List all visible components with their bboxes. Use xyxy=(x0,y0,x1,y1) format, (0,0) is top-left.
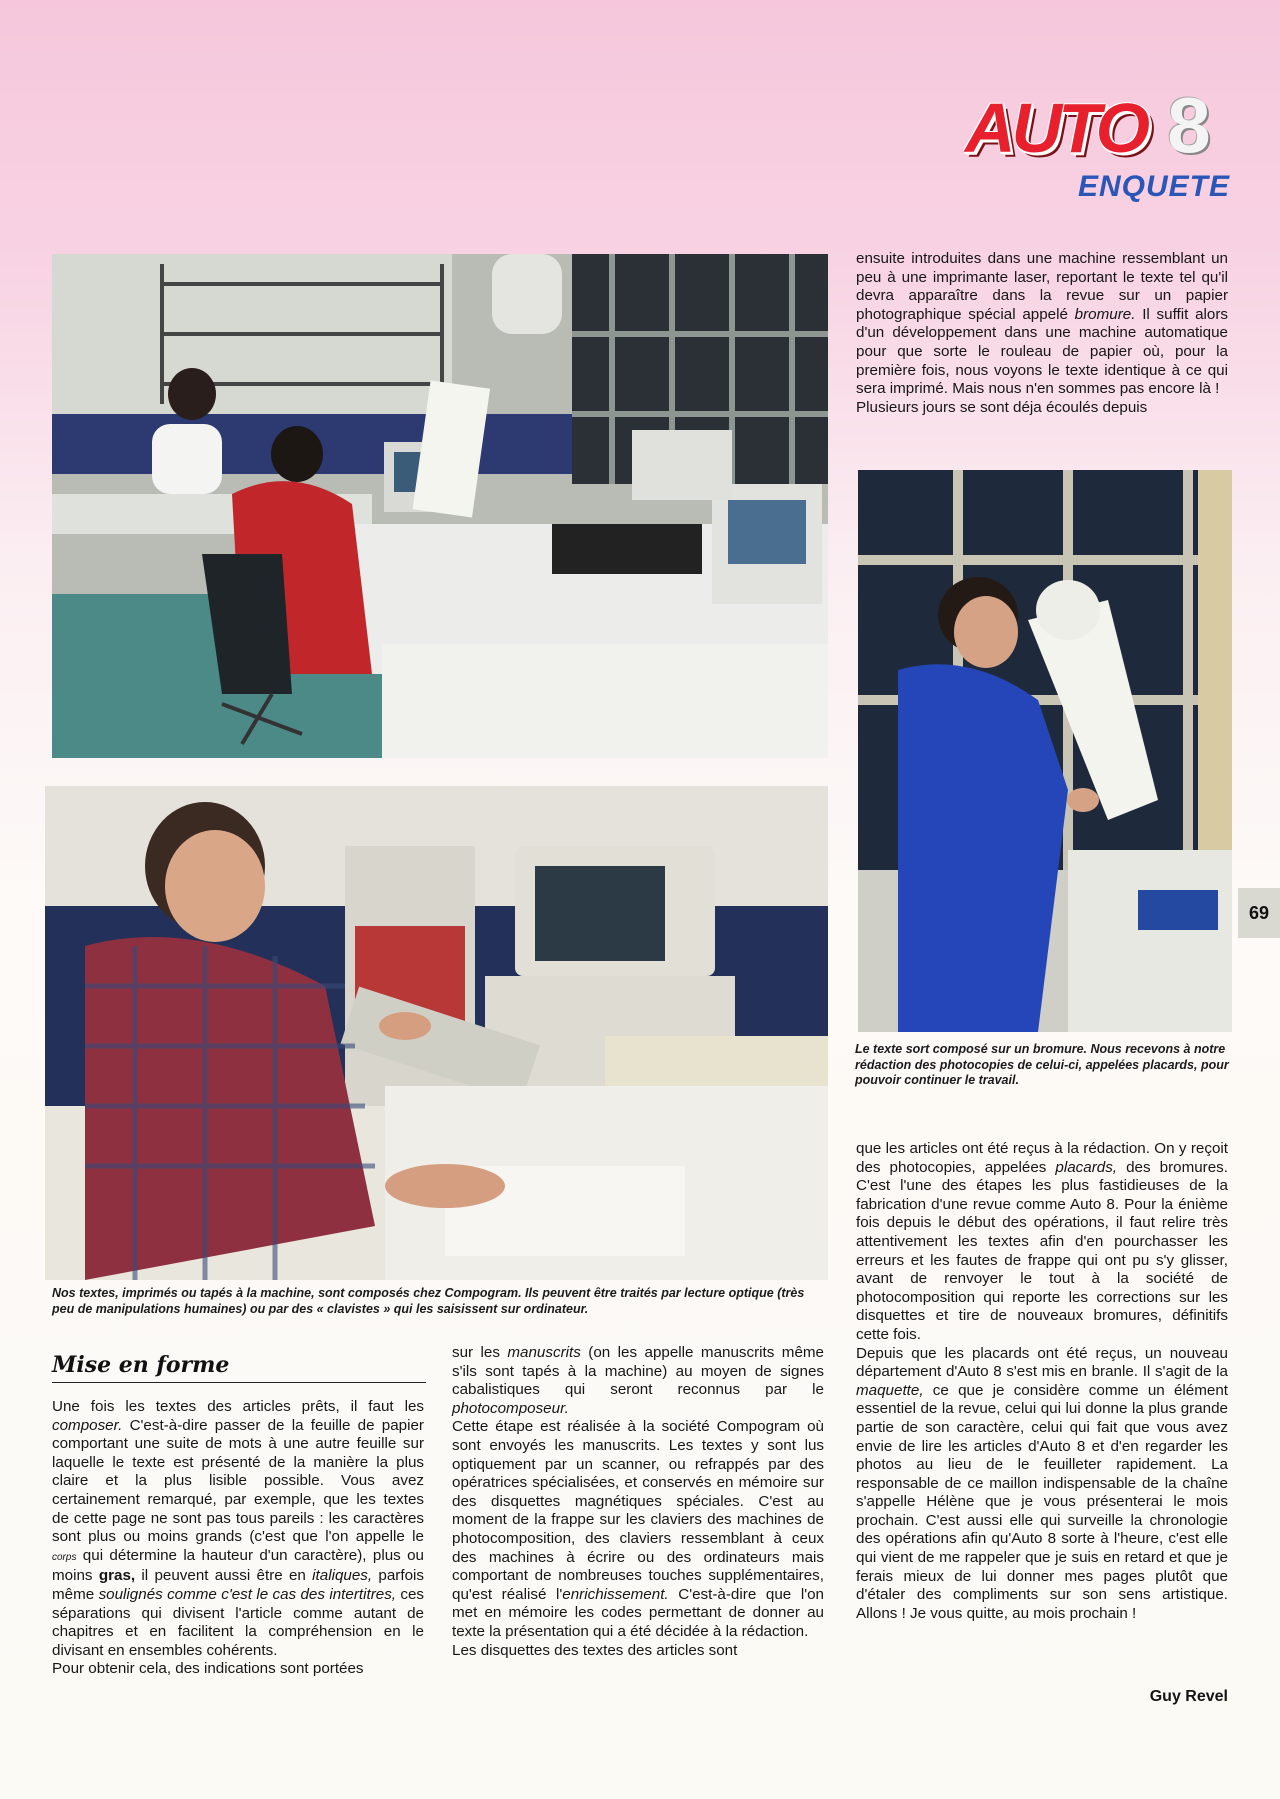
article-column-2 xyxy=(452,1344,824,1660)
paragraph: Plusieurs jours se sont déja écoulés depuis xyxy=(856,398,1148,416)
paragraph: Depuis que les placards ont été reçus, un nouveau département d'Auto 8 s'est mis en branle. Il s'agit de la maquette, ce que je considère comme un élément essentiel de la revue, celui qui lui donne la plus grande partie de son caractère, celui qui fait que vous avez envie de lire les articles d'Auto 8 et d'en regarder les photos au lieu de le feuilleter rapidement. La responsable de ce maillon indispensable de la chaîne s'appelle Hélène que je vous présenterai le mois prochain. C'est aussi elle qui surveille la chronologie des opérations afin qu'Auto 8 sorte à l'heure, c'est elle qui vient de me rappeler que je suis en retard et que je ferais mieux de lui donner mes pages plutôt que d'étaler des compliments sur son sens artistique. Allons ! Je vous quitte, au mois prochain ! xyxy=(856,1344,1228,1622)
paragraph: Les disquettes des textes des articles sont xyxy=(452,1641,738,1659)
section-heading: Mise en forme xyxy=(52,1352,426,1383)
article-column-3-top xyxy=(856,250,1228,417)
paragraph: ensuite introduites dans une machine ressemblant un peu à une imprimante laser, reportant le texte tel qu'il devra apparaître dans la revue sur un papier photographique spécial appelé bromure. Il suffit alors d'un développement dans une machine automatique pour que sorte le rouleau de papier où, pour la première fois, nous voyons le texte identique à ce qui sera imprimé. Mais nous n'en sommes pas encore là ! xyxy=(856,250,1228,398)
caption-bromide-photo: Le texte sort composé sur un bromure. Nous recevons à notre rédaction des photocopies de celui-ci, appelées placards, pour pouvoir continuer le travail. xyxy=(855,1042,1229,1087)
author-signature: Guy Revel xyxy=(1149,1688,1228,1705)
paragraph: sur les manuscrits (on les appelle manuscrits même s'ils sont tapés à la machine) au moyen de signes cabalistiques qui seront reconnus par le photocomposeur. xyxy=(452,1344,824,1417)
photo-bromide-roll xyxy=(858,470,1232,1032)
article-column-1 xyxy=(52,1398,424,1679)
magazine-logo xyxy=(965,81,1235,169)
article-column-3-bottom xyxy=(856,1140,1228,1623)
paragraph: Pour obtenir cela, des indications sont portées xyxy=(52,1660,364,1678)
logo-number: 8 xyxy=(1167,81,1211,169)
page-number: 69 xyxy=(1238,888,1280,938)
paragraph: Une fois les textes des articles prêts, il faut les composer. C'est-à-dire passer de la feuille de papier comportant une suite de mots à une autre feuille sur laquelle le texte est présenté de la manière la plus claire et la plus lisible possible. Vous avez certainement remarqué, par exemple, que les textes de cette page ne sont pas tous pareils : les caractères sont plus ou moins grands (c'est que l'on appelle le corps qui détermine la hauteur d'un caractère), plus ou moins gras, il peuvent aussi être en italiques, parfois même soulignés comme c'est le cas des intertitres, ces séparations qui divisent l'article comme autant de chapitres et en facilitent la compréhension en le divisant en ensembles cohérents. xyxy=(52,1398,425,1659)
caption-computer-photo: Nos textes, imprimés ou tapés à la machine, sont composés chez Compogram. Ils peuvent être traités par lecture optique (très peu de manipulations humaines) ou par des « clavistes » qui les saisissent sur ordinateur. xyxy=(52,1286,805,1316)
section-title: ENQUETE xyxy=(1077,170,1230,203)
photo-typesetting-room xyxy=(52,254,828,758)
paragraph: que les articles ont été reçus à la rédaction. On y reçoit des photocopies, appelées placards, des bromures. C'est l'une des étapes les plus fastidieuses de la fabrication d'une revue comme Auto 8. Pour la énième fois depuis le début des opérations, il faut relire très attentivement les textes afin d'en pourchasser les erreurs et les fautes de frappe qui ont pu s'y glisser, avant de renvoyer le tout à la société de photocomposition qui reporte les corrections sur les disquettes et tire de nouveaux bromures, définitifs cette fois. xyxy=(856,1140,1228,1343)
photo-man-at-computer xyxy=(45,786,828,1280)
paragraph: Cette étape est réalisée à la société Compogram où sont envoyés les manuscrits. Les textes y sont lus optiquement par un scanner, ou refrappés par des opératrices spécialisées, et conservés en mémoire sur des disquettes magnétiques spéciales. C'est au moment de la frappe sur les claviers des machines de photocomposition, des claviers ressemblant à ceux des machines à écrire ou des ordinateurs mais comportant de nombreuses touches supplémentaires, qu'est réalisé l'enrichissement. C'est-à-dire que l'on met en mémoire les codes permettant de donner au texte la présentation qui a été décidée à la rédaction. xyxy=(452,1418,824,1640)
logo-wordmark: AUTO xyxy=(965,89,1147,167)
